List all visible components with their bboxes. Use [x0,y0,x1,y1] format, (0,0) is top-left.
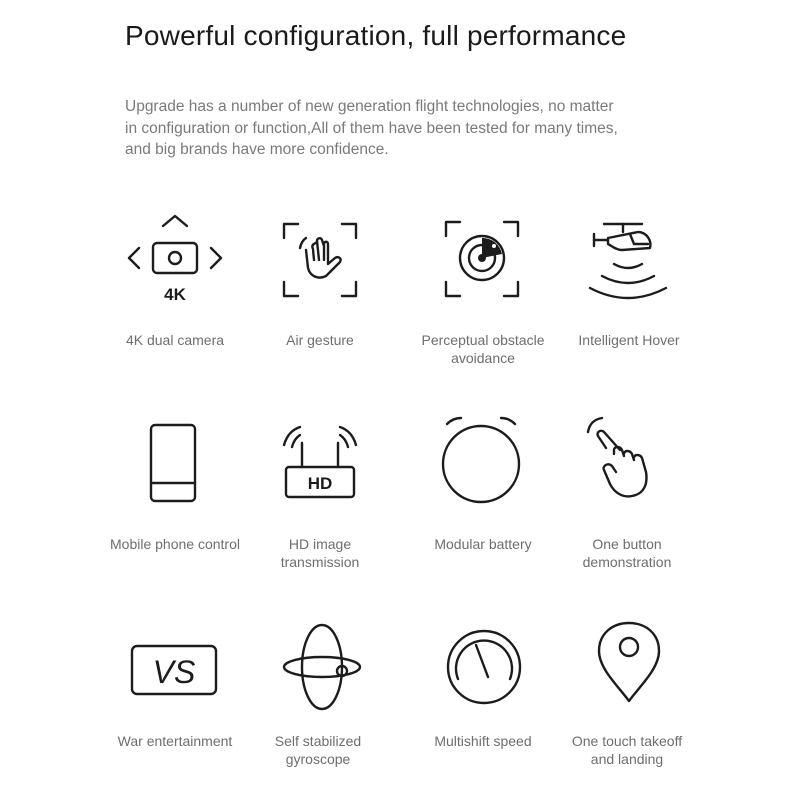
speed-gauge-icon [434,619,534,719]
feature-label-line: Multishift speed [434,733,532,749]
feature-label [95,535,255,553]
feature-label-line: War entertainment [117,733,233,749]
finger-tap-icon [580,412,680,512]
hd-router-icon [270,415,370,515]
smartphone-icon [123,415,223,515]
feature-label-line: demonstration [582,554,672,570]
feature-label-line: One touch takeoff [571,733,683,749]
hand-gesture-icon [270,210,370,310]
camera-4k-text: 4K [164,285,186,304]
feature-label-line: One button [592,536,662,552]
feature-label [403,331,563,367]
radar-icon [430,210,530,310]
map-pin-icon [579,617,679,717]
feature-label [240,331,400,349]
intro-line: and big brands have more confidence. [125,141,389,158]
feature-label-line: Self stabilized [274,733,362,749]
feature-label [403,535,563,553]
feature-label [240,535,400,571]
feature-label-line: transmission [280,554,360,570]
gyroscope-icon [272,617,372,717]
camera-4k-icon [125,210,225,310]
hd-router-text: HD [307,474,333,493]
intro-line: Upgrade has a number of new generation flight technologies, no matter [125,98,614,115]
feature-label-line: Modular battery [434,536,532,552]
feature-label [549,331,709,349]
feature-label-line: Mobile phone control [110,536,240,552]
feature-label-line: avoidance [451,350,515,366]
feature-label [547,732,707,768]
feature-label [238,732,398,768]
vs-badge-icon [124,620,224,720]
page-title: Powerful configuration, full performance [125,20,627,51]
intro-line: in configuration or function,All of them have been tested for many times, [125,119,618,137]
feature-label-line: HD image [288,536,352,552]
feature-label [95,331,255,349]
feature-label-line: Perceptual obstacle [421,332,545,348]
alarm-clock-icon [431,412,531,512]
feature-label-line: gyroscope [285,751,351,767]
feature-label-line: Air gesture [286,332,354,348]
feature-label-line: 4K dual camera [125,332,225,348]
feature-label [95,732,255,750]
vs-badge-text: VS [152,654,196,690]
feature-label [547,535,707,571]
intro-paragraph [125,96,685,161]
helicopter-hover-icon [578,210,678,310]
feature-label [403,732,563,750]
feature-label-line: Intelligent Hover [578,332,680,348]
feature-label-line: and landing [590,751,664,767]
